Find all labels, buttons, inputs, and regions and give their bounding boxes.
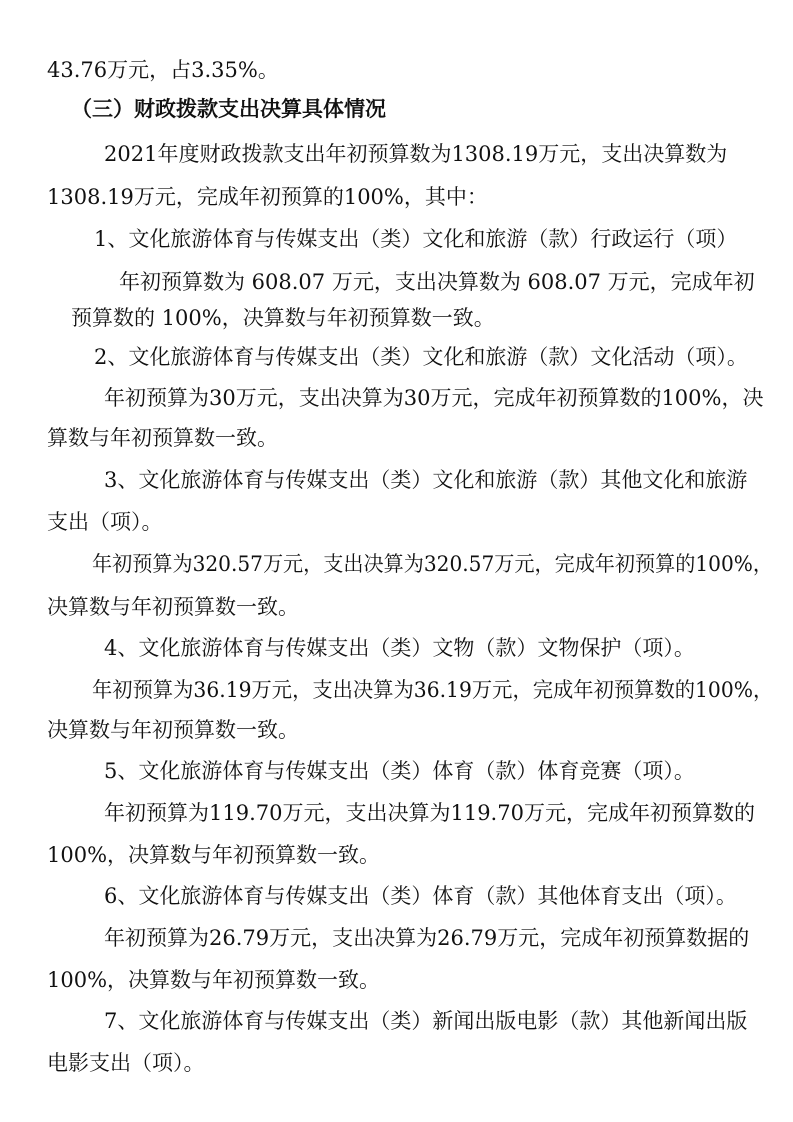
item-2-body-line-1: 年初预算为30万元，支出决算为30万元，完成年初预算数的100%，决 — [104, 386, 764, 410]
section-heading: （三）财政拨款支出决算具体情况 — [71, 97, 386, 121]
item-3-body-line-2: 决算数与年初预算数一致。 — [47, 595, 299, 619]
item-1-body-line-2: 预算数的 100%，决算数与年初预算数一致。 — [71, 306, 495, 330]
item-1-title: 1、文化旅游体育与传媒支出（类）文化和旅游（款）行政运行（项） — [94, 227, 738, 251]
item-3-title-line-2: 支出（项）。 — [47, 510, 163, 534]
intro-line-1: 2021年度财政拨款支出年初预算数为1308.19万元，支出决算数为 — [104, 142, 728, 166]
item-3-title-line-1: 3、文化旅游体育与传媒支出（类）文化和旅游（款）其他文化和旅游 — [104, 468, 748, 492]
item-4-body-line-2: 决算数与年初预算数一致。 — [47, 718, 299, 742]
item-6-title: 6、文化旅游体育与传媒支出（类）体育（款）其他体育支出（项）。 — [104, 884, 737, 908]
item-2-title: 2、文化旅游体育与传媒支出（类）文化和旅游（款）文化活动（项）。 — [94, 345, 748, 369]
item-2-body-line-2: 算数与年初预算数一致。 — [47, 426, 278, 450]
intro-line-2: 1308.19万元，完成年初预算的100%，其中： — [47, 185, 488, 209]
item-5-title: 5、文化旅游体育与传媒支出（类）体育（款）体育竞赛（项）。 — [104, 759, 695, 783]
item-1-body-line-1: 年初预算数为 608.07 万元，支出决算数为 608.07 万元，完成年初 — [119, 270, 755, 294]
item-6-body-line-2: 100%，决算数与年初预算数一致。 — [47, 968, 381, 992]
item-7-title-line-2: 电影支出（项）。 — [47, 1051, 205, 1075]
top-line: 43.76万元，占3.35%。 — [47, 58, 279, 82]
item-4-body-line-1: 年初预算为36.19万元，支出决算为36.19万元，完成年初预算数的100%， — [92, 678, 774, 702]
item-3-body-line-1: 年初预算为320.57万元，支出决算为320.57万元，完成年初预算的100%， — [92, 552, 773, 576]
item-6-body-line-1: 年初预算为26.79万元，支出决算为26.79万元，完成年初预算数据的 — [104, 926, 750, 950]
item-7-title-line-1: 7、文化旅游体育与传媒支出（类）新闻出版电影（款）其他新闻出版 — [104, 1009, 748, 1033]
item-4-title: 4、文化旅游体育与传媒支出（类）文物（款）文物保护（项）。 — [104, 636, 695, 660]
item-5-body-line-1: 年初预算为119.70万元，支出决算为119.70万元，完成年初预算数的 — [104, 801, 755, 825]
item-5-body-line-2: 100%，决算数与年初预算数一致。 — [47, 843, 381, 867]
